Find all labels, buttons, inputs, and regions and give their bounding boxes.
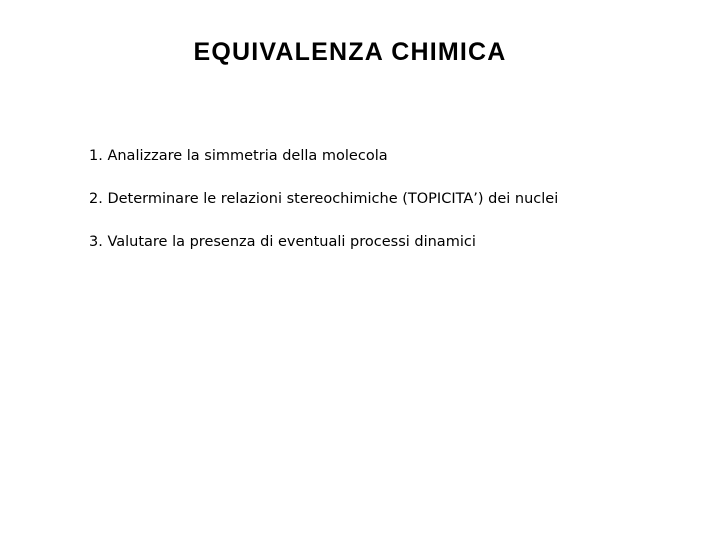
- steps-list: [89, 142, 558, 271]
- step-item: 2. Determinare le relazioni stereochimiche (TOPICITA’) dei nuclei: [89, 191, 559, 207]
- step-item: 1. Analizzare la simmetria della molecola: [89, 148, 388, 164]
- slide-title: EQUIVALENZA CHIMICA: [193, 38, 507, 66]
- step-item: 3. Valutare la presenza di eventuali processi dinamici: [89, 234, 476, 250]
